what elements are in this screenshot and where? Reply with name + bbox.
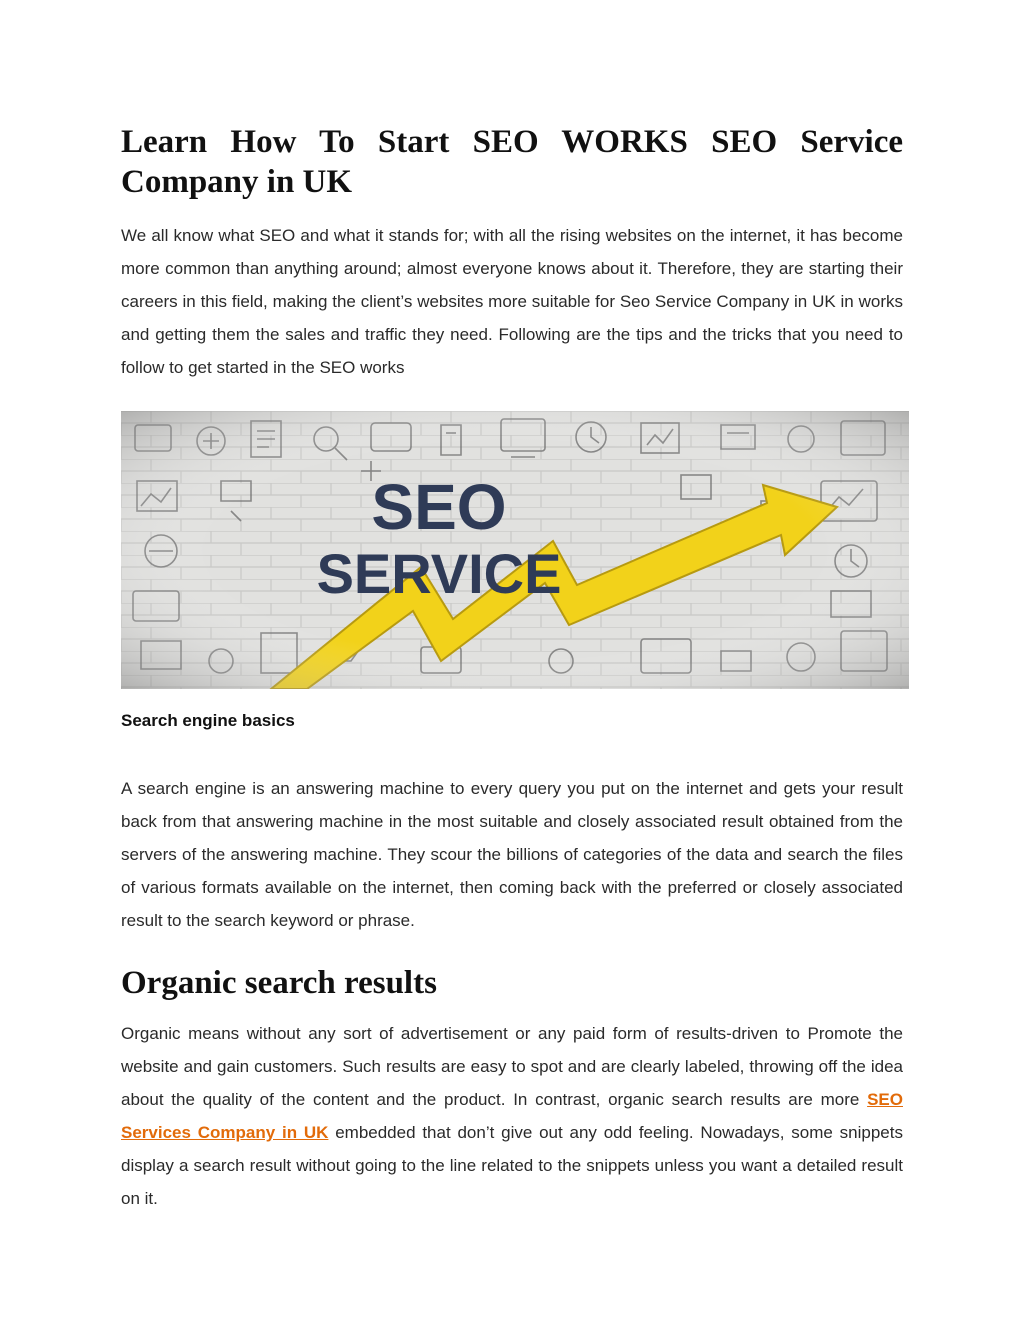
seo-service-illustration	[121, 411, 909, 689]
article	[121, 122, 903, 1215]
search-engine-paragraph: A search engine is an answering machine to every query you put on the internet and gets your result back from that answering machine in the most suitable and closely associated result obtained from the servers of the answering machine. They scour the billions of categories of the data and search the files of various formats available on the internet, then coming back with the preferred or closely associated result to the search keyword or phrase.	[121, 779, 903, 930]
article-title: Learn How To Start SEO WORKS SEO Service Company in UK	[121, 124, 903, 200]
hero-image	[121, 411, 909, 689]
seo-services-link[interactable]: SEO Services Company in UK	[121, 1090, 903, 1142]
section-heading-organic-results: Organic search results	[121, 965, 437, 1001]
section-heading-search-engine-basics: Search engine basics	[121, 711, 295, 730]
organic-paragraph	[121, 1017, 903, 1215]
organic-text-before: Organic means without any sort of advertisement or any paid form of results-driven to Promote the website and gain customers. Such results are easy to spot and are clearly labeled, throwing off the idea about the quality of the content and the product. In contrast, organic search results are more	[121, 1024, 903, 1109]
organic-text-after: embedded that don’t give out any odd feeling. Nowadays, some snippets display a search result without going to the line related to the snippets unless you want a detailed result on it.	[121, 1123, 903, 1208]
intro-paragraph: We all know what SEO and what it stands for; with all the rising websites on the internet, it has become more common than anything around; almost everyone knows about it. Therefore, they are starting their careers in this field, making the client’s websites more suitable for Seo Service Company in UK in works and getting them the sales and traffic they need. Following are the tips and the tricks that you need to follow to get started in the SEO works	[121, 226, 903, 377]
